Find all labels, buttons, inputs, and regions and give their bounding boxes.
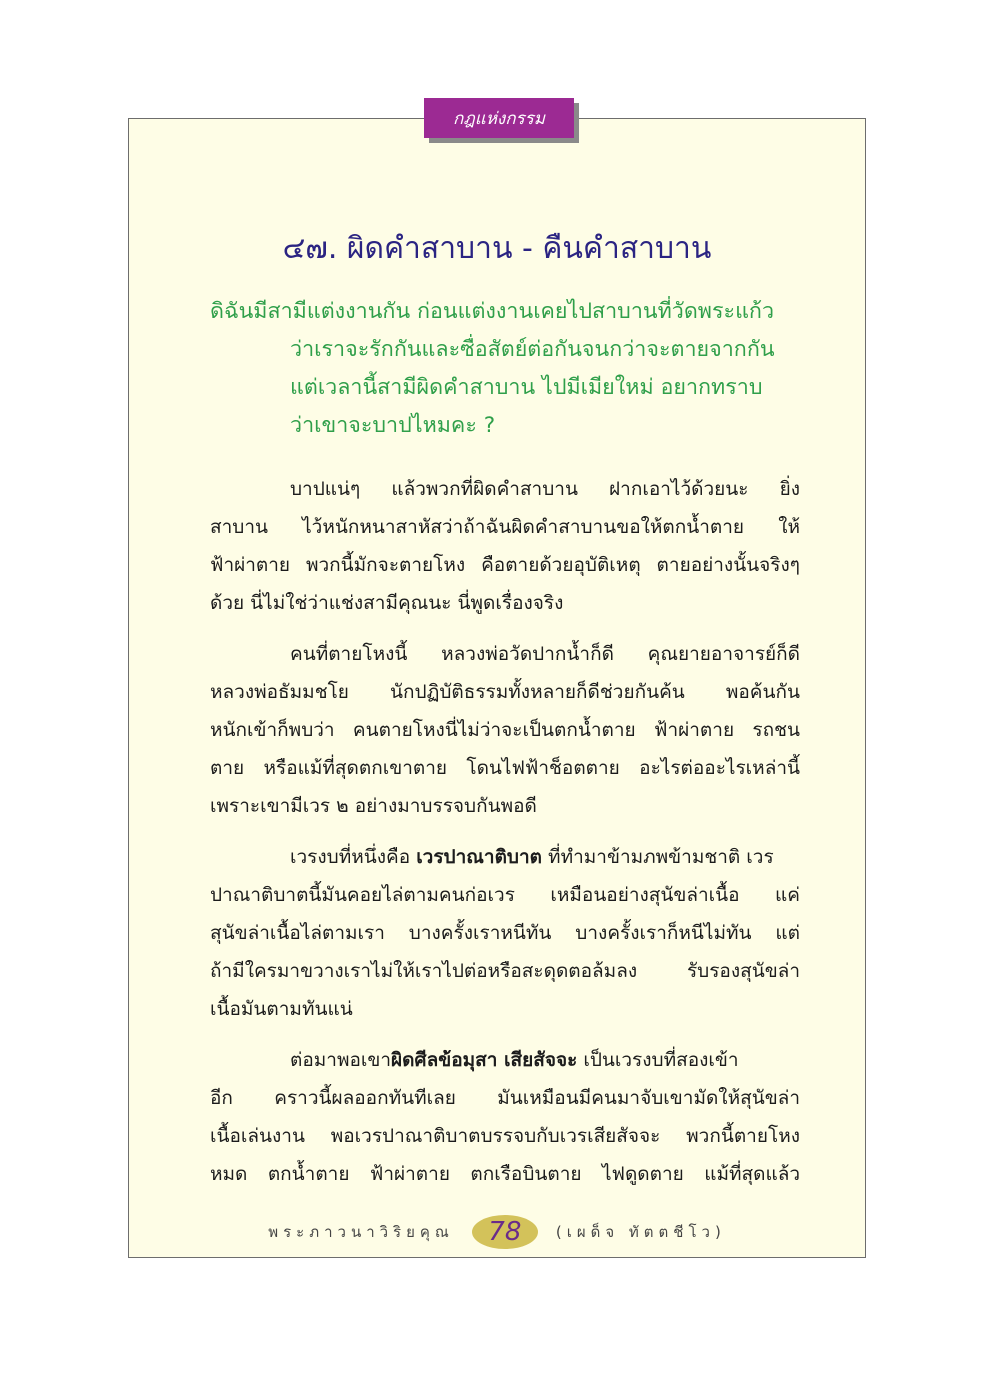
- paragraph-line: [210, 1041, 800, 1079]
- text-segment: ต่อมาพอเขา: [290, 1049, 392, 1071]
- paragraph-line: คนที่ตายโหงนี้ หลวงพ่อวัดปากน้ำก็ดี คุณยายอาจารย์ก็ดี: [290, 643, 800, 665]
- question-block: [210, 293, 805, 445]
- footer-author: พระภาวนาวิริยคุณ: [268, 1223, 454, 1241]
- paragraph-line: เนื้อมันตามทันแน่: [210, 998, 353, 1020]
- paragraph-line: บาปแน่ๆ แล้วพวกที่ผิดคำสาบาน ฝากเอาไว้ด้วยนะ ยิ่ง: [290, 478, 800, 500]
- paragraph-line: หนักเข้าก็พบว่า คนตายโหงนี่ไม่ว่าจะเป็นตกน้ำตาย ฟ้าผ่าตาย รถชน: [210, 719, 800, 741]
- paragraph-line: สาบาน ไว้หนักหนาสาหัสว่าถ้าฉันผิดคำสาบานขอให้ตกน้ำตาย ให้: [210, 516, 800, 538]
- question-line: ว่าเราจะรักกันและซื่อสัตย์ต่อกันจนกว่าจะตายจากกัน: [290, 337, 775, 362]
- paragraph-line: อีก คราวนี้ผลออกทันทีเลย มันเหมือนมีคนมาจับเขามัดให้สุนัขล่า: [210, 1087, 800, 1109]
- paragraph-line: เพราะเขามีเวร ๒ อย่างมาบรรจบกันพอดี: [210, 795, 537, 817]
- bold-term: เวรปาณาติบาต: [416, 846, 542, 868]
- paragraph-line: สุนัขล่าเนื้อไล่ตามเรา บางครั้งเราหนีทัน บางครั้งเราก็หนีไม่ทัน แต่: [210, 922, 800, 944]
- footer-editor: (เผด็จ ทัตตชีโว): [555, 1223, 726, 1241]
- paragraph-line: ฟ้าผ่าตาย พวกนี้มักจะตายโหง คือตายด้วยอุบัติเหตุ ตายอย่างนั้นจริงๆ: [210, 554, 800, 576]
- section-header-tab: กฎแห่งกรรม: [424, 98, 574, 138]
- text-segment: เวรงบที่หนึ่งคือ: [290, 846, 417, 868]
- answer-body: [210, 470, 800, 1206]
- text-segment: เป็นเวรงบที่สองเข้า: [577, 1049, 739, 1071]
- paragraph-line: [210, 838, 800, 876]
- chapter-title: ๔๗. ผิดคำสาบาน - คืนคำสาบาน: [282, 231, 712, 266]
- question-line: ดิฉันมีสามีแต่งงานกัน ก่อนแต่งงานเคยไปสาบานที่วัดพระแก้ว: [210, 299, 775, 324]
- page-footer: [128, 1212, 866, 1252]
- text-segment: ที่ทำมาข้ามภพข้ามชาติ เวร: [542, 846, 774, 868]
- question-line: ว่าเขาจะบาปไหมคะ ?: [290, 413, 496, 438]
- question-line: แต่เวลานี้สามีผิดคำสาบาน ไปมีเมียใหม่ อยากทราบ: [290, 375, 763, 400]
- paragraph-line: ถ้ามีใครมาขวางเราไม่ให้เราไปต่อหรือสะดุดตอล้มลง รับรองสุนัขล่า: [210, 960, 800, 982]
- paragraph-line: ตาย หรือแม้ที่สุดตกเขาตาย โดนไฟฟ้าช็อตตาย อะไรต่ออะไรเหล่านี้: [210, 757, 800, 779]
- paragraph-line: เนื้อเล่นงาน พอเวรปาณาติบาตบรรจบกับเวรเสียสัจจะ พวกนี้ตายโหง: [210, 1125, 800, 1147]
- page-number-badge: 78: [472, 1215, 538, 1249]
- bold-term: ผิดศีลข้อมุสา เสียสัจจะ: [391, 1049, 578, 1071]
- paragraph: [210, 470, 800, 622]
- paragraph-line: ปาณาติบาตนี้มันคอยไล่ตามคนก่อเวร เหมือนอย่างสุนัขล่าเนื้อ แค่: [210, 884, 800, 906]
- paragraph-line: หลวงพ่อธัมมชโย นักปฏิบัติธรรมทั้งหลายก็ดีช่วยกันค้น พอค้นกัน: [210, 681, 800, 703]
- paragraph-line: ด้วย นี่ไม่ใช่ว่าแช่งสามีคุณนะ นี่พูดเรื่องจริง: [210, 592, 564, 614]
- paragraph: [210, 838, 800, 1028]
- paragraph: [210, 1041, 800, 1193]
- paragraph-line: หมด ตกน้ำตาย ฟ้าผ่าตาย ตกเรือบินตาย ไฟดูดตาย แม้ที่สุดแล้ว: [210, 1163, 800, 1185]
- paragraph: [210, 635, 800, 825]
